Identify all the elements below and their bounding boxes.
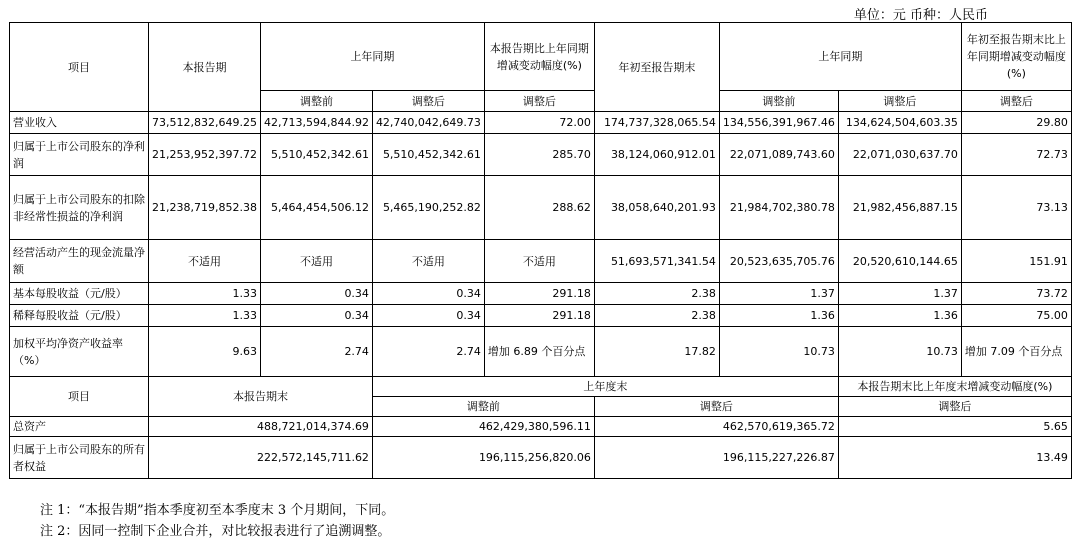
cell-ytd-after: 20,520,610,144.65: [838, 240, 961, 283]
cell-period-end: 222,572,145,711.62: [149, 437, 373, 479]
cell-prev-after: 462,570,619,365.72: [594, 417, 838, 437]
cell-ytd-change: 29.80: [961, 112, 1071, 134]
financial-data-table: [9, 22, 1072, 479]
table-row: [10, 112, 1072, 134]
cell-prev-before: 462,429,380,596.11: [372, 417, 594, 437]
cell-prev-after: 42,740,042,649.73: [372, 112, 484, 134]
row-label: 归属于上市公司股东的所有者权益: [10, 437, 149, 479]
header-after-adj: 调整后: [838, 91, 961, 112]
cell-current: 9.63: [149, 327, 261, 377]
footnote-1: 注 1：“本报告期”指本季度初至本季度末 3 个月期间，下同。: [40, 503, 395, 518]
header-after-adj: 调整后: [484, 91, 594, 112]
cell-ytd-after: 22,071,030,637.70: [838, 134, 961, 176]
cell-prev-after: 5,510,452,342.61: [372, 134, 484, 176]
cell-change: 72.00: [484, 112, 594, 134]
header2-item: 项目: [10, 377, 149, 417]
header-current-period: 本报告期: [149, 23, 261, 112]
cell-prev-before: 5,510,452,342.61: [260, 134, 372, 176]
cell-change: 291.18: [484, 283, 594, 305]
header2-period-end: 本报告期末: [149, 377, 373, 417]
table-row: [10, 305, 1072, 327]
cell-change: 不适用: [484, 240, 594, 283]
footnotes: [40, 500, 394, 542]
cell-period-end: 488,721,014,374.69: [149, 417, 373, 437]
cell-current: 不适用: [149, 240, 261, 283]
cell-ytd-before: 134,556,391,967.46: [719, 112, 838, 134]
cell-ytd: 38,124,060,912.01: [594, 134, 719, 176]
cell-prev-before: 42,713,594,844.92: [260, 112, 372, 134]
cell-ytd-after: 1.37: [838, 283, 961, 305]
cell-ytd-after: 1.36: [838, 305, 961, 327]
cell-current: 21,253,952,397.72: [149, 134, 261, 176]
cell-ytd-change: 72.73: [961, 134, 1071, 176]
cell-prev-after: 不适用: [372, 240, 484, 283]
cell-ytd-before: 1.37: [719, 283, 838, 305]
cell-prev-after: 5,465,190,252.82: [372, 176, 484, 240]
cell-ytd-before: 1.36: [719, 305, 838, 327]
header-after-adj: 调整后: [372, 91, 484, 112]
cell-change: 288.62: [484, 176, 594, 240]
cell-ytd-after: 21,982,456,887.15: [838, 176, 961, 240]
cell-change: 13.49: [838, 437, 1071, 479]
cell-prev-after: 2.74: [372, 327, 484, 377]
row-label: 加权平均净资产收益率（%）: [10, 327, 149, 377]
cell-change: 291.18: [484, 305, 594, 327]
row-label: 总资产: [10, 417, 149, 437]
cell-prev-before: 196,115,256,820.06: [372, 437, 594, 479]
row-label: 归属于上市公司股东的净利润: [10, 134, 149, 176]
cell-current: 73,512,832,649.25: [149, 112, 261, 134]
cell-ytd-before: 22,071,089,743.60: [719, 134, 838, 176]
header-yoy-change: 本报告期比上年同期增减变动幅度(%): [484, 23, 594, 91]
cell-ytd: 38,058,640,201.93: [594, 176, 719, 240]
cell-prev-after: 0.34: [372, 305, 484, 327]
footnote-2: 注 2：因同一控制下企业合并，对比较报表进行了追溯调整。: [40, 524, 391, 539]
row-label: 基本每股收益（元/股）: [10, 283, 149, 305]
cell-ytd-change: 73.13: [961, 176, 1071, 240]
row-label: 经营活动产生的现金流量净额: [10, 240, 149, 283]
cell-ytd-after: 10.73: [838, 327, 961, 377]
cell-ytd-change: 75.00: [961, 305, 1071, 327]
cell-prev-before: 5,464,454,506.12: [260, 176, 372, 240]
cell-prev-before: 2.74: [260, 327, 372, 377]
cell-ytd-before: 20,523,635,705.76: [719, 240, 838, 283]
cell-current: 21,238,719,852.38: [149, 176, 261, 240]
cell-ytd: 174,737,328,065.54: [594, 112, 719, 134]
cell-prev-before: 0.34: [260, 283, 372, 305]
header2-after-adj: 调整后: [594, 397, 838, 417]
row-label: 营业收入: [10, 112, 149, 134]
header2-after-adj-2: 调整后: [838, 397, 1071, 417]
cell-ytd-before: 10.73: [719, 327, 838, 377]
header2-change: 本报告期末比上年度末增减变动幅度(%): [838, 377, 1071, 397]
cell-ytd-change: 151.91: [961, 240, 1071, 283]
table-row: [10, 134, 1072, 176]
table-row: [10, 437, 1072, 479]
header-before-adj: 调整前: [260, 91, 372, 112]
cell-ytd: 17.82: [594, 327, 719, 377]
header-before-adj: 调整前: [719, 91, 838, 112]
table-row: [10, 327, 1072, 377]
cell-ytd-change: 增加 7.09 个百分点: [961, 327, 1071, 377]
cell-prev-after: 0.34: [372, 283, 484, 305]
cell-current: 1.33: [149, 305, 261, 327]
cell-prev-before: 0.34: [260, 305, 372, 327]
header-prev-same-period: 上年同期: [260, 23, 484, 91]
unit-currency-line: 单位：元 币种：人民币: [853, 8, 988, 23]
table-row: [10, 176, 1072, 240]
table-row: [10, 417, 1072, 437]
cell-ytd-after: 134,624,504,603.35: [838, 112, 961, 134]
row-label: 归属于上市公司股东的扣除非经常性损益的净利润: [10, 176, 149, 240]
cell-ytd: 2.38: [594, 283, 719, 305]
row-label: 稀释每股收益（元/股）: [10, 305, 149, 327]
cell-ytd-before: 21,984,702,380.78: [719, 176, 838, 240]
header-after-adj: 调整后: [961, 91, 1071, 112]
cell-ytd: 2.38: [594, 305, 719, 327]
table-row: [10, 240, 1072, 283]
table-row: [10, 283, 1072, 305]
header-prev-same-period-2: 上年同期: [719, 23, 961, 91]
cell-prev-before: 不适用: [260, 240, 372, 283]
cell-change: 5.65: [838, 417, 1071, 437]
header-ytd-change: 年初至报告期末比上年同期增减变动幅度(%): [961, 23, 1071, 91]
header-item: 项目: [10, 23, 149, 112]
cell-current: 1.33: [149, 283, 261, 305]
header2-before-adj: 调整前: [372, 397, 594, 417]
header-ytd: 年初至报告期末: [594, 23, 719, 112]
cell-prev-after: 196,115,227,226.87: [594, 437, 838, 479]
cell-ytd-change: 73.72: [961, 283, 1071, 305]
cell-change: 增加 6.89 个百分点: [484, 327, 594, 377]
cell-change: 285.70: [484, 134, 594, 176]
cell-ytd: 51,693,571,341.54: [594, 240, 719, 283]
header2-prev-year-end: 上年度末: [372, 377, 838, 397]
